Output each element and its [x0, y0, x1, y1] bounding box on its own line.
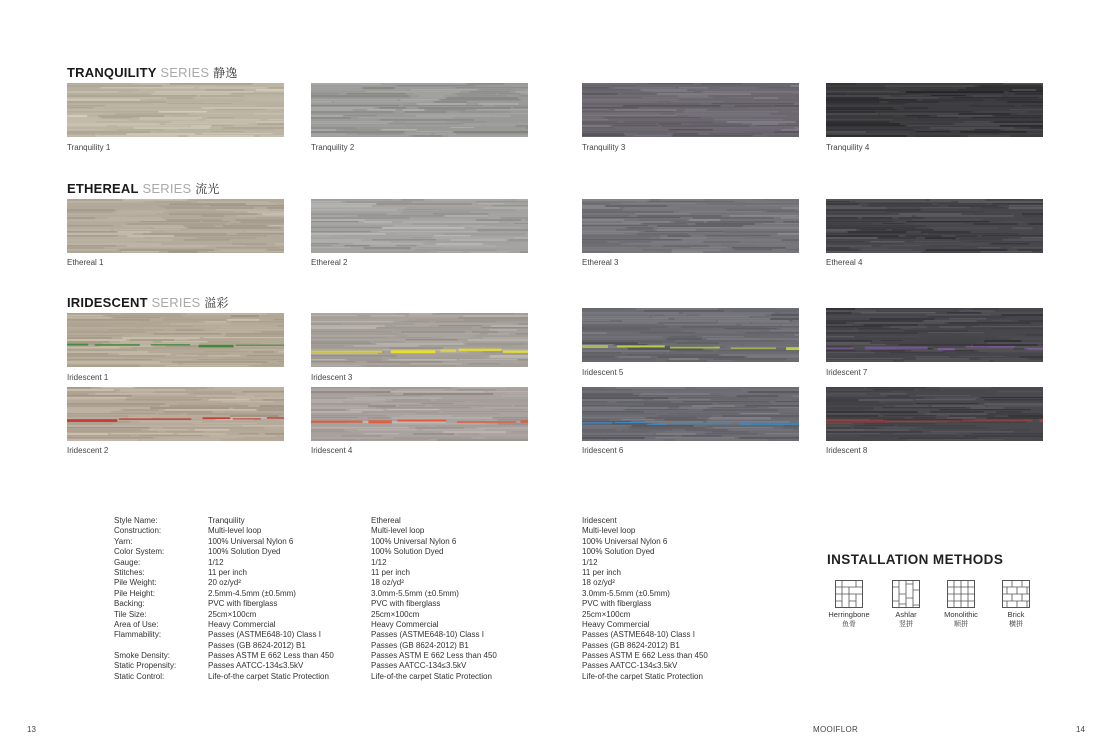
spec-line: PVC with fiberglass — [208, 599, 278, 609]
tile-caption: Ethereal 3 — [582, 258, 619, 267]
monolithic-pattern-icon — [947, 580, 975, 608]
spec-line: Pile Weight: — [114, 578, 157, 588]
spec-line: 11 per inch — [582, 567, 621, 577]
spec-line: 100% Solution Dyed — [208, 547, 281, 557]
tranquility-series-title — [67, 64, 238, 81]
tile-caption: Iridescent 7 — [826, 368, 868, 377]
spec-line: 11 per inch — [208, 567, 247, 577]
spec-line: 25cm×100cm — [371, 609, 420, 619]
tile-caption: Iridescent 8 — [826, 446, 868, 455]
spec-line: Passes AATCC-134≤3.5kV — [371, 661, 467, 671]
carpet-texture — [311, 199, 528, 253]
page-number-left: 13 — [27, 725, 36, 734]
iridescent-5-swatch[interactable] — [582, 308, 799, 362]
spec-line: Area of Use: — [114, 619, 159, 629]
spec-line — [114, 641, 176, 651]
herringbone-pattern-icon — [835, 580, 863, 608]
spec-values-ethereal — [371, 516, 497, 682]
iridescent-3-swatch[interactable] — [311, 313, 528, 367]
spec-line: Passes (ASTME648-10) Class I — [208, 630, 321, 640]
series-title-chinese: 静逸 — [213, 66, 238, 80]
spec-line: Pile Height: — [114, 588, 155, 598]
iridescent-2-swatch[interactable] — [67, 387, 284, 441]
spec-line: Construction: — [114, 526, 162, 536]
spec-line: Passes (GB 8624-2012) B1 — [582, 640, 680, 650]
carpet-texture — [311, 83, 528, 137]
tile-caption: Tranquility 4 — [826, 143, 870, 152]
tile-caption: Iridescent 3 — [311, 373, 353, 382]
spec-values-tranquility — [208, 516, 334, 682]
method-label-cn: 鱼骨 — [842, 620, 856, 628]
spec-line: 100% Universal Nylon 6 — [371, 536, 457, 546]
carpet-texture — [311, 313, 528, 367]
series-title-bold: ETHEREAL — [67, 181, 139, 196]
method-label-en: Monolithic — [944, 610, 978, 619]
spec-line: 3.0mm-5.5mm (±0.5mm) — [371, 588, 459, 598]
spec-line: Flammability: — [114, 630, 162, 640]
spec-line: PVC with fiberglass — [582, 599, 652, 609]
carpet-texture — [67, 313, 284, 367]
spec-line: Smoke Density: — [114, 651, 171, 661]
carpet-texture — [67, 83, 284, 137]
spec-line: Tranquility — [208, 516, 245, 525]
spec-line: Passes ASTM E 662 Less than 450 — [582, 651, 708, 661]
spec-line: Color System: — [114, 547, 165, 557]
spec-line: 100% Solution Dyed — [371, 547, 444, 557]
spec-line: 2.5mm-4.5mm (±0.5mm) — [208, 588, 296, 598]
tile-caption: Iridescent 5 — [582, 368, 624, 377]
ethereal-1-swatch[interactable] — [67, 199, 284, 253]
spec-line: Life-of-the carpet Static Protection — [371, 671, 492, 681]
spec-line: Passes AATCC-134≤3.5kV — [208, 661, 304, 671]
spec-line: 100% Solution Dyed — [582, 547, 655, 557]
ethereal-series-title — [67, 180, 220, 197]
tile-caption: Tranquility 3 — [582, 143, 626, 152]
tranquility-1-swatch[interactable] — [67, 83, 284, 137]
spec-line: Style Name: — [114, 516, 158, 525]
spec-line: 25cm×100cm — [582, 609, 631, 619]
iridescent-4-swatch[interactable] — [311, 387, 528, 441]
spec-line: 18 oz/yd² — [582, 578, 615, 588]
spec-line: Heavy Commercial — [371, 619, 439, 629]
method-herringbone — [819, 580, 879, 629]
iridescent-series-title — [67, 294, 229, 311]
method-monolithic — [931, 580, 991, 629]
carpet-texture — [582, 308, 799, 362]
spec-line: Passes AATCC-134≤3.5kV — [582, 661, 678, 671]
spec-line: Iridescent — [582, 516, 617, 525]
spec-line: Backing: — [114, 599, 145, 609]
ashlar-pattern-icon — [892, 580, 920, 608]
method-label-cn: 横拼 — [1009, 620, 1023, 628]
spec-line: Multi-level loop — [371, 526, 425, 536]
tranquility-2-swatch[interactable] — [311, 83, 528, 137]
spec-line: Yarn: — [114, 536, 133, 546]
tile-caption: Ethereal 2 — [311, 258, 348, 267]
spec-line: 100% Universal Nylon 6 — [582, 536, 668, 546]
carpet-texture — [582, 387, 799, 441]
method-ashlar — [876, 580, 936, 629]
iridescent-8-swatch[interactable] — [826, 387, 1043, 441]
spec-line: Passes ASTM E 662 Less than 450 — [371, 651, 497, 661]
spec-line: Passes (ASTME648-10) Class I — [582, 630, 695, 640]
spec-line: Life-of-the carpet Static Protection — [582, 671, 703, 681]
spec-line: PVC with fiberglass — [371, 599, 441, 609]
spec-line: Gauge: — [114, 557, 141, 567]
spec-line: 11 per inch — [371, 567, 410, 577]
iridescent-7-swatch[interactable] — [826, 308, 1043, 362]
ethereal-3-swatch[interactable] — [582, 199, 799, 253]
tile-caption: Tranquility 2 — [311, 143, 355, 152]
series-title-chinese: 溢彩 — [204, 296, 229, 310]
carpet-texture — [582, 199, 799, 253]
brick-pattern-icon — [1002, 580, 1030, 608]
spec-line: 25cm×100cm — [208, 609, 257, 619]
spec-labels-column — [114, 516, 176, 682]
spec-line: Heavy Commercial — [582, 619, 650, 629]
spec-line: Passes (ASTME648-10) Class I — [371, 630, 484, 640]
tile-caption: Ethereal 1 — [67, 258, 104, 267]
brand-name: MOOIFLOR — [813, 725, 859, 734]
spec-line: Tile Size: — [114, 609, 147, 619]
method-label-en: Brick — [1007, 610, 1025, 619]
tile-caption: Iridescent 6 — [582, 446, 624, 455]
carpet-texture — [582, 83, 799, 137]
spec-line: Heavy Commercial — [208, 619, 276, 629]
method-label-en: Ashlar — [895, 610, 917, 619]
spec-line: Passes ASTM E 662 Less than 450 — [208, 651, 334, 661]
spec-line: Multi-level loop — [208, 526, 262, 536]
tile-caption: Iridescent 1 — [67, 373, 109, 382]
iridescent-6-swatch[interactable] — [582, 387, 799, 441]
spec-line: 1/12 — [208, 557, 224, 567]
spec-line: Stitches: — [114, 567, 145, 577]
page-number-right: 14 — [1076, 725, 1085, 734]
series-title-light: SERIES — [160, 65, 210, 80]
spec-line: 3.0mm-5.5mm (±0.5mm) — [582, 588, 670, 598]
method-label-cn: 顺拼 — [954, 620, 968, 628]
ethereal-4-swatch[interactable] — [826, 199, 1043, 253]
spec-line: Static Propensity: — [114, 661, 177, 671]
spec-line: Ethereal — [371, 516, 401, 525]
spec-line: Life-of-the carpet Static Protection — [208, 671, 329, 681]
spec-line: Static Control: — [114, 671, 165, 681]
tranquility-3-swatch[interactable] — [582, 83, 799, 137]
series-title-chinese: 流光 — [195, 182, 220, 196]
tile-caption: Iridescent 4 — [311, 446, 353, 455]
carpet-texture — [826, 308, 1043, 362]
method-label-cn: 竖拼 — [899, 620, 913, 628]
tile-caption: Ethereal 4 — [826, 258, 863, 267]
spec-line: Passes (GB 8624-2012) B1 — [208, 640, 306, 650]
tile-caption: Tranquility 1 — [67, 143, 111, 152]
spec-line: Passes (GB 8624-2012) B1 — [371, 640, 469, 650]
spec-line: 1/12 — [582, 557, 598, 567]
carpet-texture — [311, 387, 528, 441]
carpet-texture — [826, 83, 1043, 137]
spec-line: 18 oz/yd² — [371, 578, 404, 588]
carpet-texture — [67, 199, 284, 253]
spec-line: Multi-level loop — [582, 526, 636, 536]
series-title-bold: TRANQUILITY — [67, 65, 157, 80]
spec-line: 100% Universal Nylon 6 — [208, 536, 294, 546]
carpet-texture — [826, 199, 1043, 253]
tranquility-4-swatch[interactable] — [826, 83, 1043, 137]
method-brick — [986, 580, 1046, 629]
method-label-en: Herringbone — [828, 610, 870, 619]
tile-caption: Iridescent 2 — [67, 446, 109, 455]
spec-values-iridescent — [582, 516, 708, 682]
installation-methods-title: INSTALLATION METHODS — [827, 552, 1004, 567]
ethereal-2-swatch[interactable] — [311, 199, 528, 253]
series-title-bold: IRIDESCENT — [67, 295, 148, 310]
spec-line: 20 oz/yd² — [208, 578, 241, 588]
carpet-texture — [826, 387, 1043, 441]
iridescent-1-swatch[interactable] — [67, 313, 284, 367]
series-title-light: SERIES — [142, 181, 192, 196]
carpet-texture — [67, 387, 284, 441]
series-title-light: SERIES — [151, 295, 201, 310]
spec-line: 1/12 — [371, 557, 387, 567]
